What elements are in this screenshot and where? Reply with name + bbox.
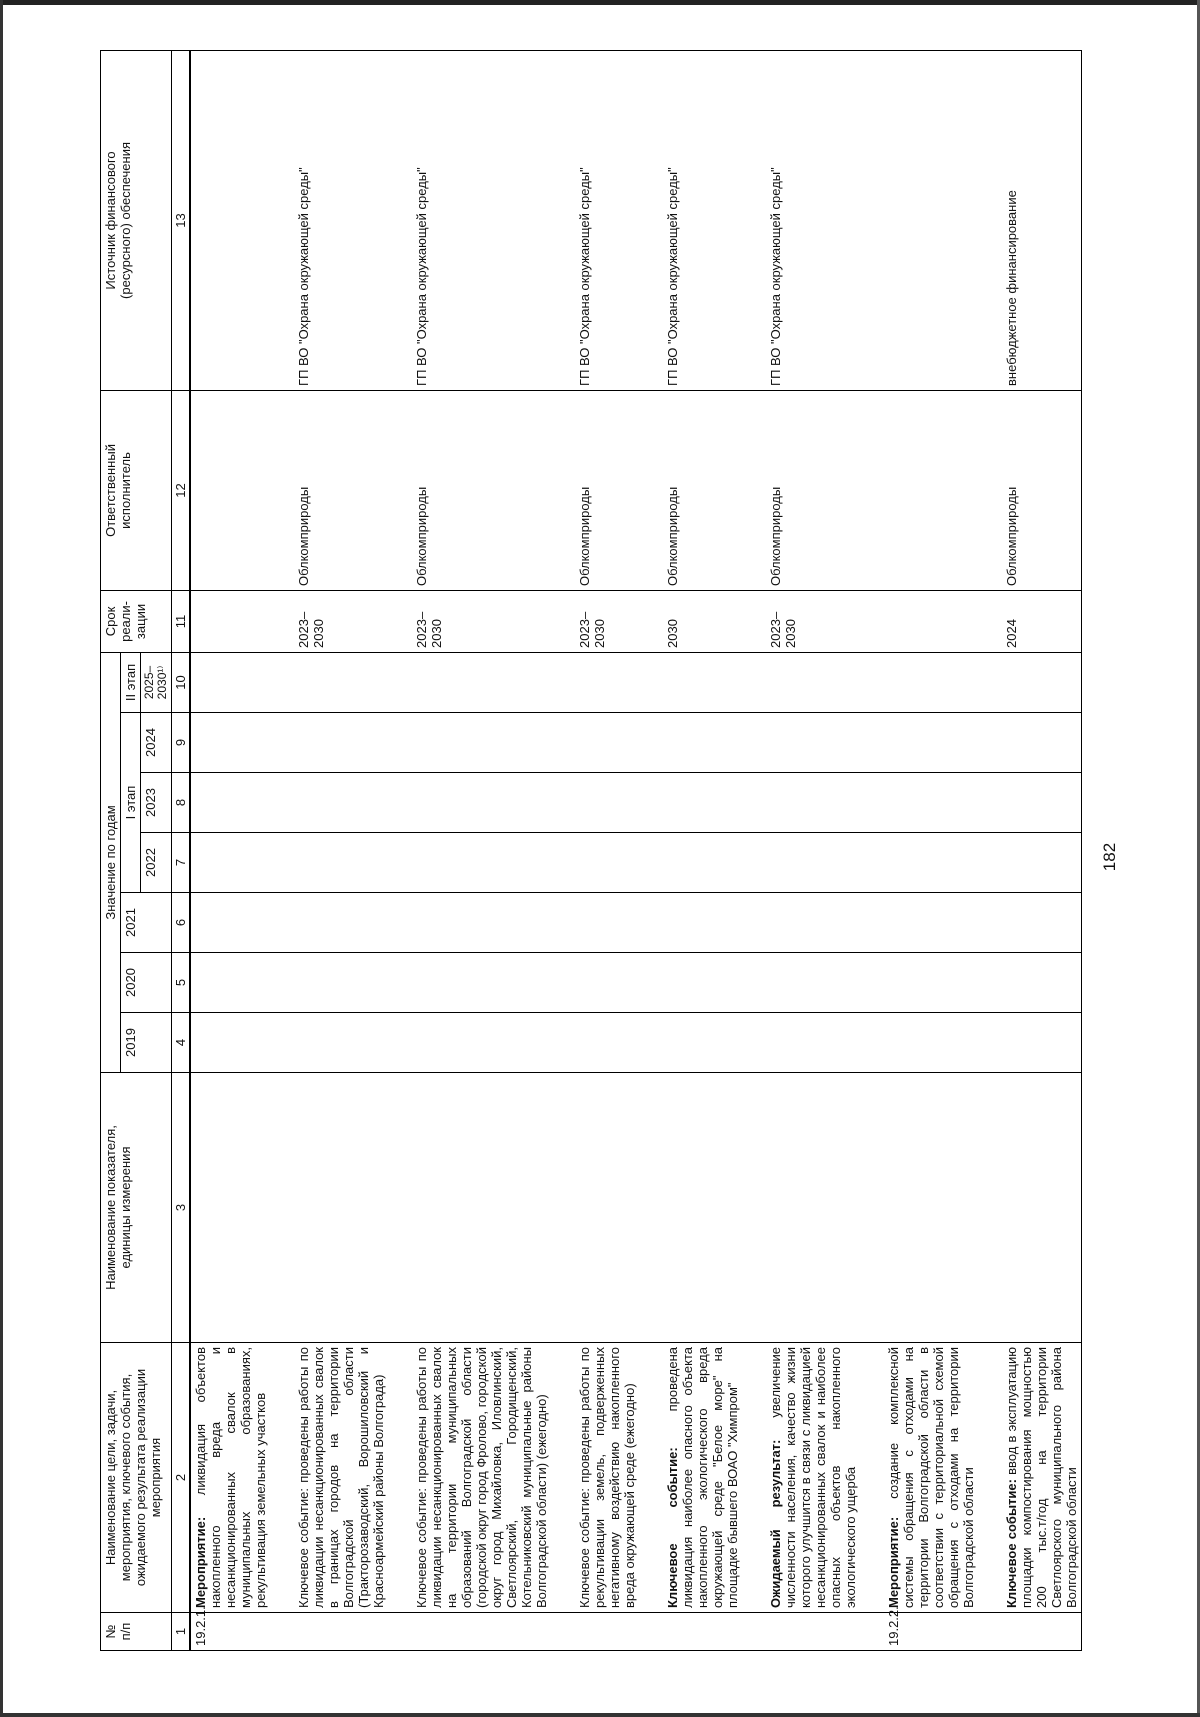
value-cell <box>190 953 294 1013</box>
row-num <box>412 1613 575 1651</box>
row-text: Ключевое событие: проведены работы по ликвидации несанкционированных свалок на территории муниципальных образований Волгоградской области (городской округ город Фролово, городской округ город Михайловка, Иловлинский, Светлоярский, Городищенский, Котельниковский муниципальные районы Волгоградской области) (ежегодно) <box>414 1347 549 1608</box>
row-num <box>766 1613 884 1651</box>
row-indicator <box>575 1073 663 1343</box>
value-cell <box>575 652 663 712</box>
value-cell <box>663 652 766 712</box>
row-executor: Облкомприроды <box>575 390 663 590</box>
value-cell <box>663 953 766 1013</box>
value-cell <box>412 713 575 773</box>
value-cell <box>884 652 1002 712</box>
header-2020: 2020 <box>121 953 172 1013</box>
row-source <box>884 50 1002 390</box>
row-term <box>190 590 294 652</box>
row-text: проведена ликвидация наиболее опасного объекта накопленного экологического вреда окружающей среде "Белое море" на площадке бывшего ВОАО "Химпром" <box>665 1346 740 1608</box>
header-values-group: Значение по годам <box>101 652 121 1072</box>
column-number: 4 <box>172 1013 191 1073</box>
value-cell <box>884 833 1002 893</box>
value-cell <box>575 953 663 1013</box>
row-indicator <box>663 1073 766 1343</box>
row-term: 2023– 2030 <box>575 590 663 652</box>
row-num: 19.2.1. <box>190 1613 294 1651</box>
value-cell <box>884 773 1002 833</box>
table-row <box>575 50 663 1650</box>
table-row <box>884 50 1002 1650</box>
column-number: 6 <box>172 893 191 953</box>
column-number: 12 <box>172 390 191 590</box>
header-2023: 2023 <box>141 773 172 833</box>
header-num: № п/п <box>101 1613 172 1651</box>
row-executor: Облкомприроды <box>663 390 766 590</box>
row-text: ликвидация объектов накопленного вреда и несанкционированных свалок в муниципальных образованиях, рекультивация земельных участков <box>193 1347 268 1608</box>
row-description <box>766 1343 884 1613</box>
column-number: 8 <box>172 773 191 833</box>
value-cell <box>575 713 663 773</box>
value-cell <box>884 893 1002 953</box>
table-row <box>663 50 766 1650</box>
header-2024: 2024 <box>141 713 172 773</box>
header-stage-2: II этап <box>121 652 141 712</box>
value-cell <box>663 893 766 953</box>
row-source: ГП ВО "Охрана окружающей среды" <box>663 50 766 390</box>
value-cell <box>412 833 575 893</box>
value-cell <box>575 773 663 833</box>
row-indicator <box>412 1073 575 1343</box>
row-executor: Облкомприроды <box>1002 390 1082 590</box>
value-cell <box>884 953 1002 1013</box>
row-executor: Облкомприроды <box>294 390 412 590</box>
row-text: Ключевое событие: проведены работы по ликвидации несанкционированных свалок в границах городов на территории Волгоградской области (Тракторозаводский, Ворошиловский и Красноармейский районы Волгограда) <box>296 1347 386 1608</box>
row-indicator <box>766 1073 884 1343</box>
row-source <box>190 50 294 390</box>
header-2019: 2019 <box>121 1013 172 1073</box>
value-cell <box>412 652 575 712</box>
value-cell <box>1002 833 1082 893</box>
value-cell <box>190 833 294 893</box>
row-label: Ключевое событие: <box>665 1447 680 1608</box>
row-source: внебюджетное финансирование <box>1002 50 1082 390</box>
row-text: создание комплексной системы обращения с отходами на территории Волгоградской области в соответствии с территориальной схемой обращения с отходами на территории Волгоградской области <box>886 1347 976 1608</box>
row-text: ввод в эксплуатацию площадки компостирования мощностью 200 тыс.т/год на территории Светлоярского муниципального района Волгоградской области <box>1004 1347 1079 1608</box>
value-cell <box>1002 773 1082 833</box>
row-indicator <box>1002 1073 1082 1343</box>
row-indicator <box>294 1073 412 1343</box>
header-2025-2030: 2025– 2030¹⁾ <box>141 652 172 712</box>
row-label: Ключевое событие: <box>1004 1479 1019 1608</box>
value-cell <box>575 893 663 953</box>
value-cell <box>294 833 412 893</box>
value-cell <box>412 893 575 953</box>
value-cell <box>663 1013 766 1073</box>
page-number: 182 <box>1100 842 1119 872</box>
column-number: 7 <box>172 833 191 893</box>
table-row <box>766 50 884 1650</box>
column-number: 10 <box>172 652 191 712</box>
table-body <box>190 50 1082 1650</box>
plan-table <box>100 50 1082 1651</box>
row-source: ГП ВО "Охрана окружающей среды" <box>294 50 412 390</box>
column-number: 11 <box>172 590 191 652</box>
column-number: 2 <box>172 1343 191 1613</box>
row-term: 2023– 2030 <box>766 590 884 652</box>
row-description <box>575 1343 663 1613</box>
value-cell <box>294 1013 412 1073</box>
row-description <box>412 1343 575 1613</box>
column-number: 5 <box>172 953 191 1013</box>
row-text: увеличение численности населения, качество жизни которого улучшится в связи с ликвидацией несанкционированных свалок и наиболее опасных объектов накопленного экологического ущерба <box>768 1347 858 1608</box>
row-source: ГП ВО "Охрана окружающей среды" <box>766 50 884 390</box>
value-cell <box>766 893 884 953</box>
value-cell <box>1002 1013 1082 1073</box>
row-label: Мероприятие: <box>193 1516 208 1608</box>
value-cell <box>884 1013 1002 1073</box>
value-cell <box>190 652 294 712</box>
value-cell <box>412 1013 575 1073</box>
header-2022: 2022 <box>141 833 172 893</box>
value-cell <box>294 893 412 953</box>
row-indicator <box>190 1073 294 1343</box>
value-cell <box>1002 893 1082 953</box>
value-cell <box>190 1013 294 1073</box>
header-name: Наименование цели, задачи, мероприятия, ключевого события, ожидаемого результата реализации мероприятия <box>101 1343 172 1613</box>
value-cell <box>884 713 1002 773</box>
value-cell <box>190 893 294 953</box>
column-number: 13 <box>172 50 191 390</box>
row-term: 2030 <box>663 590 766 652</box>
row-description <box>884 1343 1002 1613</box>
value-cell <box>294 652 412 712</box>
row-executor: Облкомприроды <box>766 390 884 590</box>
row-label: Ожидаемый результат: <box>768 1439 783 1608</box>
value-cell <box>766 833 884 893</box>
value-cell <box>412 953 575 1013</box>
value-cell <box>412 773 575 833</box>
column-number-row <box>172 50 191 1650</box>
row-executor <box>190 390 294 590</box>
header-indicator: Наименование показателя, единицы измерения <box>101 1073 172 1343</box>
value-cell <box>190 713 294 773</box>
row-text: Ключевое событие: проведены работы по рекультивации земель, подверженных негативному воздействию накопленного вреда окружающей среде (ежегодно) <box>577 1347 637 1608</box>
value-cell <box>1002 953 1082 1013</box>
value-cell <box>294 953 412 1013</box>
table-row <box>1002 50 1082 1650</box>
header-source: Источник финансового (ресурсного) обеспечения <box>101 50 172 390</box>
table-row <box>190 50 294 1650</box>
row-source: ГП ВО "Охрана окружающей среды" <box>575 50 663 390</box>
value-cell <box>575 1013 663 1073</box>
row-executor: Облкомприроды <box>412 390 575 590</box>
row-description <box>294 1343 412 1613</box>
value-cell <box>294 713 412 773</box>
header-stage-1: I этап <box>121 713 141 893</box>
row-term <box>884 590 1002 652</box>
value-cell <box>766 713 884 773</box>
value-cell <box>663 833 766 893</box>
value-cell <box>663 713 766 773</box>
column-number: 9 <box>172 713 191 773</box>
row-label: Мероприятие: <box>886 1516 901 1608</box>
row-indicator <box>884 1073 1002 1343</box>
table-header <box>101 50 191 1650</box>
row-num <box>1002 1613 1082 1651</box>
row-num <box>663 1613 766 1651</box>
row-term: 2023– 2030 <box>412 590 575 652</box>
value-cell <box>766 773 884 833</box>
value-cell <box>766 652 884 712</box>
value-cell <box>766 1013 884 1073</box>
row-executor <box>884 390 1002 590</box>
value-cell <box>575 833 663 893</box>
row-source: ГП ВО "Охрана окружающей среды" <box>412 50 575 390</box>
row-description <box>190 1343 294 1613</box>
value-cell <box>766 953 884 1013</box>
value-cell <box>663 773 766 833</box>
table-row <box>412 50 575 1650</box>
column-number: 3 <box>172 1073 191 1343</box>
value-cell <box>1002 713 1082 773</box>
value-cell <box>1002 652 1082 712</box>
table-row <box>294 50 412 1650</box>
row-num <box>294 1613 412 1651</box>
row-term: 2023– 2030 <box>294 590 412 652</box>
header-executor: Ответственный исполнитель <box>101 390 172 590</box>
value-cell <box>294 773 412 833</box>
row-description <box>663 1343 766 1613</box>
header-2021: 2021 <box>121 893 172 953</box>
column-number: 1 <box>172 1613 191 1651</box>
value-cell <box>190 773 294 833</box>
row-term: 2024 <box>1002 590 1082 652</box>
row-num <box>575 1613 663 1651</box>
row-num: 19.2.2. <box>884 1613 1002 1651</box>
header-term: Срок реали- зации <box>101 590 172 652</box>
row-description <box>1002 1343 1082 1613</box>
